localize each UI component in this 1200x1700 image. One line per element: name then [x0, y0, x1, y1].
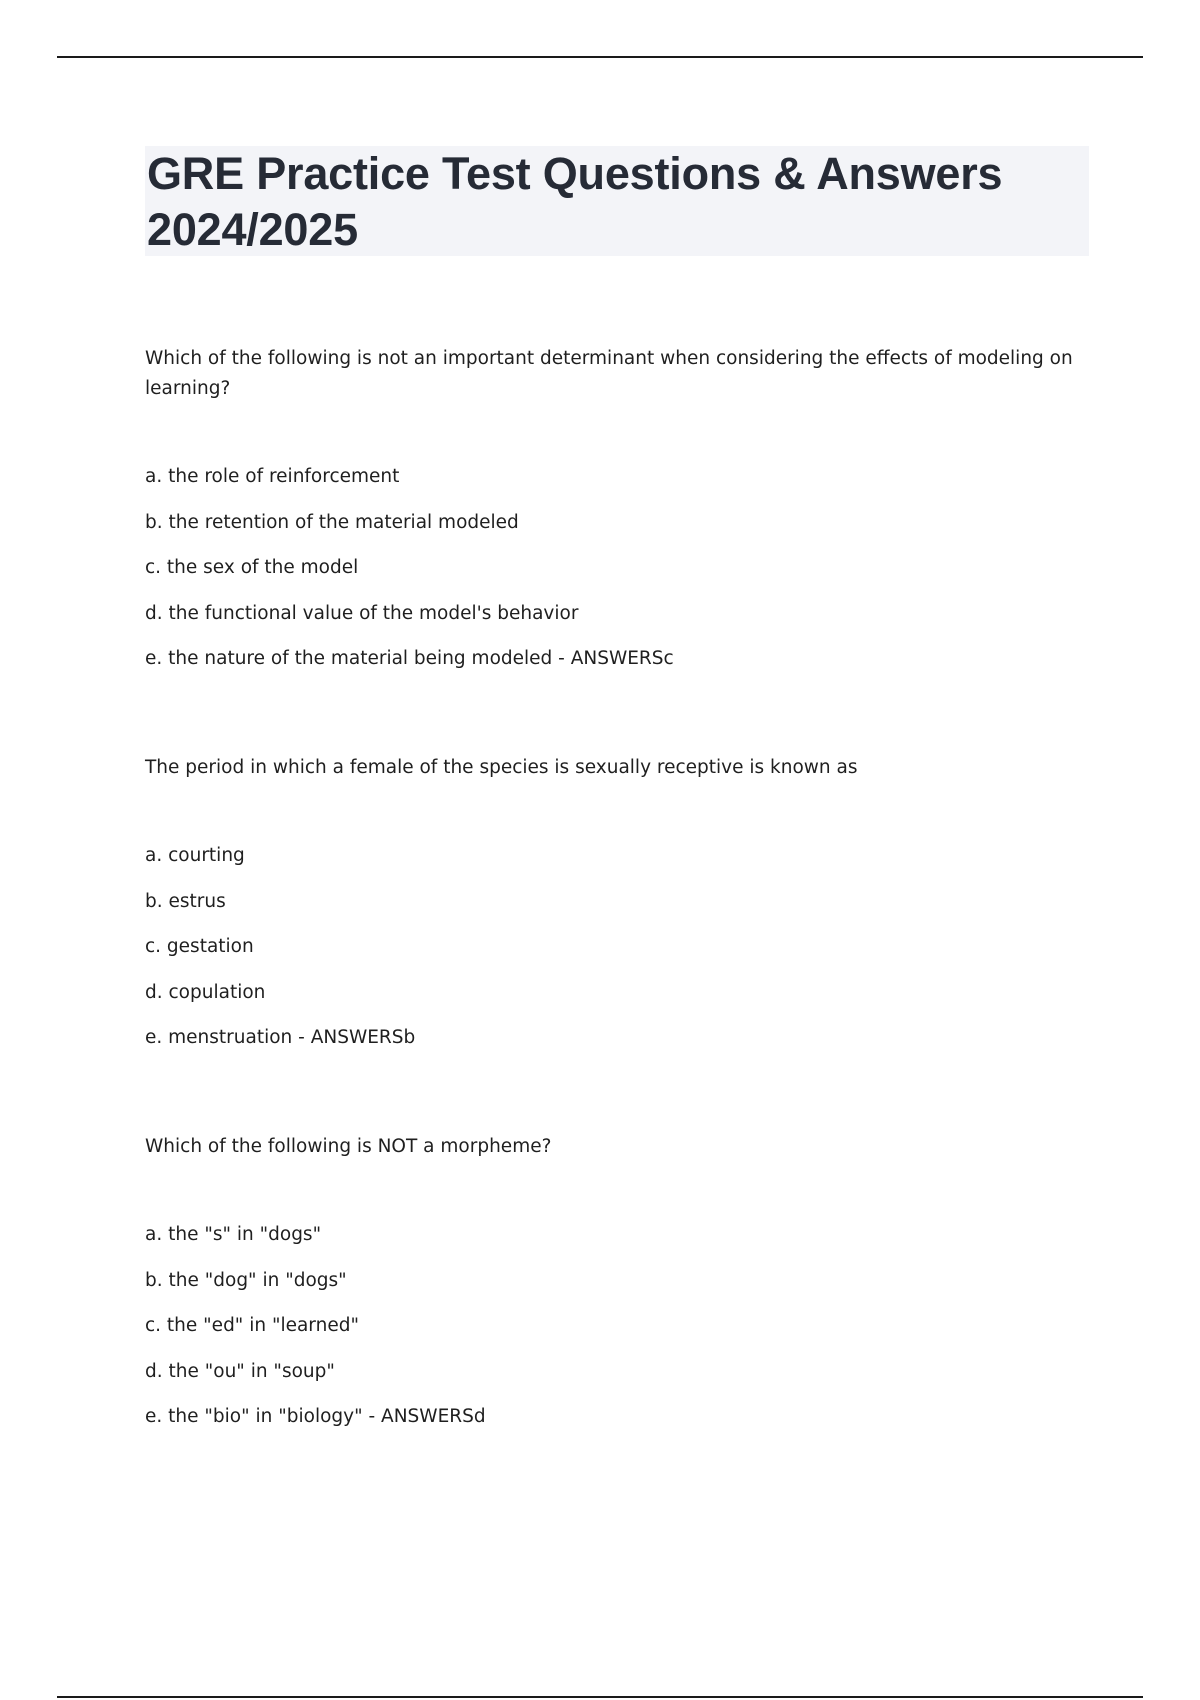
title-banner [145, 146, 1089, 256]
answer-option: b. the retention of the material modeled [145, 511, 519, 533]
answer-option: d. copulation [145, 981, 266, 1003]
answer-option: d. the functional value of the model's behavior [145, 602, 579, 624]
answer-options [145, 464, 1095, 672]
answer-option: e. the nature of the material being modeled - ANSWERSc [145, 648, 674, 669]
question-text: Which of the following is not an important determinant when considering the effects of modeling on learning? [145, 348, 1073, 399]
question-block [145, 1132, 1095, 1430]
answer-options [145, 843, 1095, 1051]
answer-option: b. the "dog" in "dogs" [145, 1269, 347, 1291]
answer-option: b. estrus [145, 890, 226, 912]
question-block [145, 344, 1095, 672]
answer-option: c. the "ed" in "learned" [145, 1315, 359, 1336]
question-list [145, 344, 1095, 1511]
page-title: GRE Practice Test Questions & Answers 2024/2025 [147, 148, 1003, 255]
answer-option: a. courting [145, 845, 245, 866]
answer-option: a. the "s" in "dogs" [145, 1224, 322, 1245]
top-rule [57, 56, 1143, 58]
answer-option: c. gestation [145, 936, 254, 957]
answer-option: c. the sex of the model [145, 557, 359, 578]
answer-option: a. the role of reinforcement [145, 466, 400, 487]
question-text: Which of the following is NOT a morpheme? [145, 1136, 552, 1157]
bottom-rule [57, 1696, 1143, 1698]
answer-option: e. menstruation - ANSWERSb [145, 1027, 416, 1048]
question-text: The period in which a female of the species is sexually receptive is known as [145, 757, 858, 778]
question-block [145, 753, 1095, 1051]
answer-option: d. the "ou" in "soup" [145, 1360, 335, 1382]
answer-options [145, 1222, 1095, 1430]
answer-option: e. the "bio" in "biology" - ANSWERSd [145, 1406, 486, 1427]
